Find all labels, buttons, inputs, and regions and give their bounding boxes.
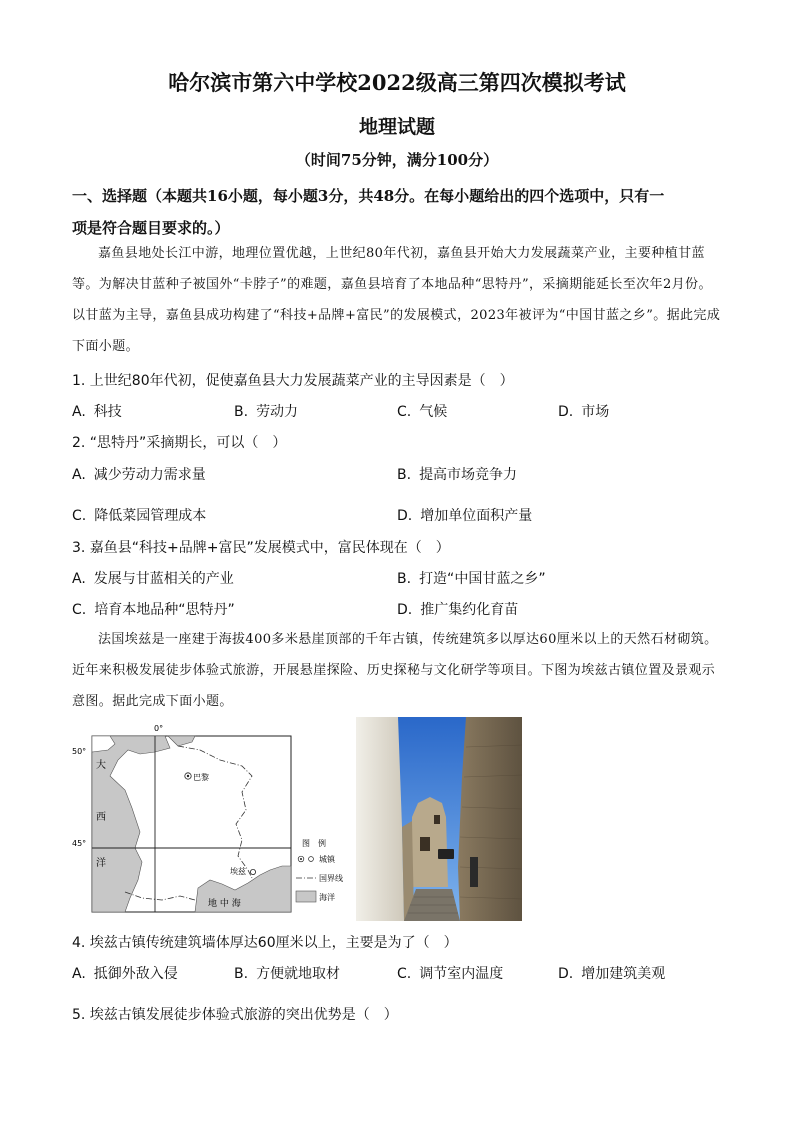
option-key: D. [397, 508, 413, 524]
option-key: D. [558, 404, 574, 420]
option-key: B. [397, 467, 412, 483]
option-text: 市场 [581, 404, 610, 420]
option-key: C. [397, 404, 412, 420]
option-text: 调节室内温度 [419, 966, 504, 982]
q3-option-c[interactable] [72, 599, 235, 619]
exam-title: 哈尔滨市第六中学校2022级高三第四次模拟考试 [168, 70, 626, 95]
option-text: 方便就地取材 [256, 966, 341, 982]
q1-option-a[interactable] [72, 401, 122, 421]
option-text: 降低菜园管理成本 [94, 508, 207, 524]
eze-street-photo [356, 717, 522, 921]
lat-45-label: 45° [72, 839, 87, 848]
lat-50-label: 50° [72, 747, 87, 756]
option-text: 抵御外敌入侵 [93, 966, 178, 982]
sea-label: 地 中 海 [208, 899, 241, 909]
option-text: 发展与甘蓝相关的产业 [93, 571, 234, 587]
ocean-label-1: 大 [96, 760, 106, 771]
legend-title: 图 例 [302, 839, 326, 848]
option-key: A. [72, 571, 86, 587]
map-frame [92, 736, 291, 912]
eze-label: 埃兹 [230, 867, 246, 876]
legend-sea: 海洋 [319, 893, 335, 902]
option-text: 推广集约化育苗 [420, 602, 519, 618]
option-key: A. [72, 467, 86, 483]
option-text: 增加单位面积产量 [420, 508, 533, 524]
option-key: A. [72, 966, 86, 982]
map-legend [296, 838, 343, 902]
q4-option-d[interactable] [558, 963, 665, 983]
option-text: 气候 [419, 404, 448, 420]
q2-option-a[interactable] [72, 464, 206, 484]
q4-option-c[interactable] [397, 963, 503, 983]
q2-option-d[interactable] [397, 505, 532, 525]
exam-info: （时间75分钟，满分100分） [295, 151, 499, 169]
q3-option-d[interactable] [397, 599, 518, 619]
subject-title: 地理试题 [358, 116, 435, 138]
option-text: 增加建筑美观 [581, 966, 666, 982]
legend-border: 国界线 [319, 874, 343, 883]
passage-eze: 法国埃兹是一座建于海拔400多米悬崖顶部的千年古镇，传统建筑多以厚达60厘米以上的天然石材砌筑。近年来积极发展徒步体验式旅游，开展悬崖探险、历史探秘与文化研学等项目。下图为埃兹古镇位置及景观示意图。据此完成下面小题。 [72, 632, 718, 709]
option-key: D. [397, 602, 413, 618]
option-key: B. [234, 404, 249, 420]
section-heading-line1: 一、选择题（本题共16小题，每小题3分，共48分。在每小题给出的四个选项中，只有一 [72, 187, 665, 205]
paris-label: 巴黎 [193, 773, 209, 782]
passage-cabbage: 嘉鱼县地处长江中游，地理位置优越，上世纪80年代初，嘉鱼县开始大力发展蔬菜产业，主要种植甘蓝等。为解决甘蓝种子被国外“卡脖子”的难题，嘉鱼县培育了本地品种“思特丹”，采摘期能延长至次年2月份。以甘蓝为主导，嘉鱼县成功构建了“科技+品牌+富民”的发展模式，2023年被评为“中国甘蓝之乡”。据此完成下面小题。 [72, 246, 721, 354]
section-heading-line2: 项是符合题目要求的。） [72, 219, 230, 237]
option-key: B. [397, 571, 412, 587]
legend-city: 城镇 [319, 855, 335, 864]
question-1-stem: 1. 上世纪80年代初，促使嘉鱼县大力发展蔬菜产业的主导因素是（ ） [72, 373, 514, 389]
option-text: 减少劳动力需求量 [93, 467, 206, 483]
q1-option-c[interactable] [397, 401, 447, 421]
option-key: A. [72, 404, 86, 420]
q3-option-b[interactable] [397, 568, 546, 588]
ocean-label-3: 洋 [96, 858, 106, 869]
option-text: 培育本地品种“思特丹” [94, 602, 235, 618]
option-key: C. [397, 966, 412, 982]
option-key: C. [72, 602, 87, 618]
lon-0-label: 0° [154, 724, 164, 733]
q4-option-a[interactable] [72, 963, 178, 983]
q2-option-b[interactable] [397, 464, 517, 484]
q3-option-a[interactable] [72, 568, 234, 588]
option-text: 劳动力 [256, 404, 299, 420]
option-key: C. [72, 508, 87, 524]
q2-option-c[interactable] [72, 505, 206, 525]
question-3-stem: 3. 嘉鱼县“科技+品牌+富民”发展模式中，富民体现在（ ） [72, 540, 450, 556]
q4-option-b[interactable] [234, 963, 340, 983]
section-heading [72, 180, 732, 244]
question-2-stem: 2. “思特丹”采摘期长，可以（ ） [72, 435, 287, 451]
q1-option-d[interactable] [558, 401, 609, 421]
question-4-stem: 4. 埃兹古镇传统建筑墙体厚达60厘米以上，主要是为了（ ） [72, 935, 458, 951]
option-text: 提高市场竞争力 [419, 467, 518, 483]
ocean-label-2: 西 [96, 812, 106, 823]
q1-option-b[interactable] [234, 401, 298, 421]
option-text: 打造“中国甘蓝之乡” [419, 571, 546, 587]
option-key: B. [234, 966, 249, 982]
question-5-stem: 5. 埃兹古镇发展徒步体验式旅游的突出优势是（ ） [72, 1007, 398, 1023]
option-key: D. [558, 966, 574, 982]
option-text: 科技 [93, 404, 122, 420]
eze-location-map [70, 720, 362, 920]
